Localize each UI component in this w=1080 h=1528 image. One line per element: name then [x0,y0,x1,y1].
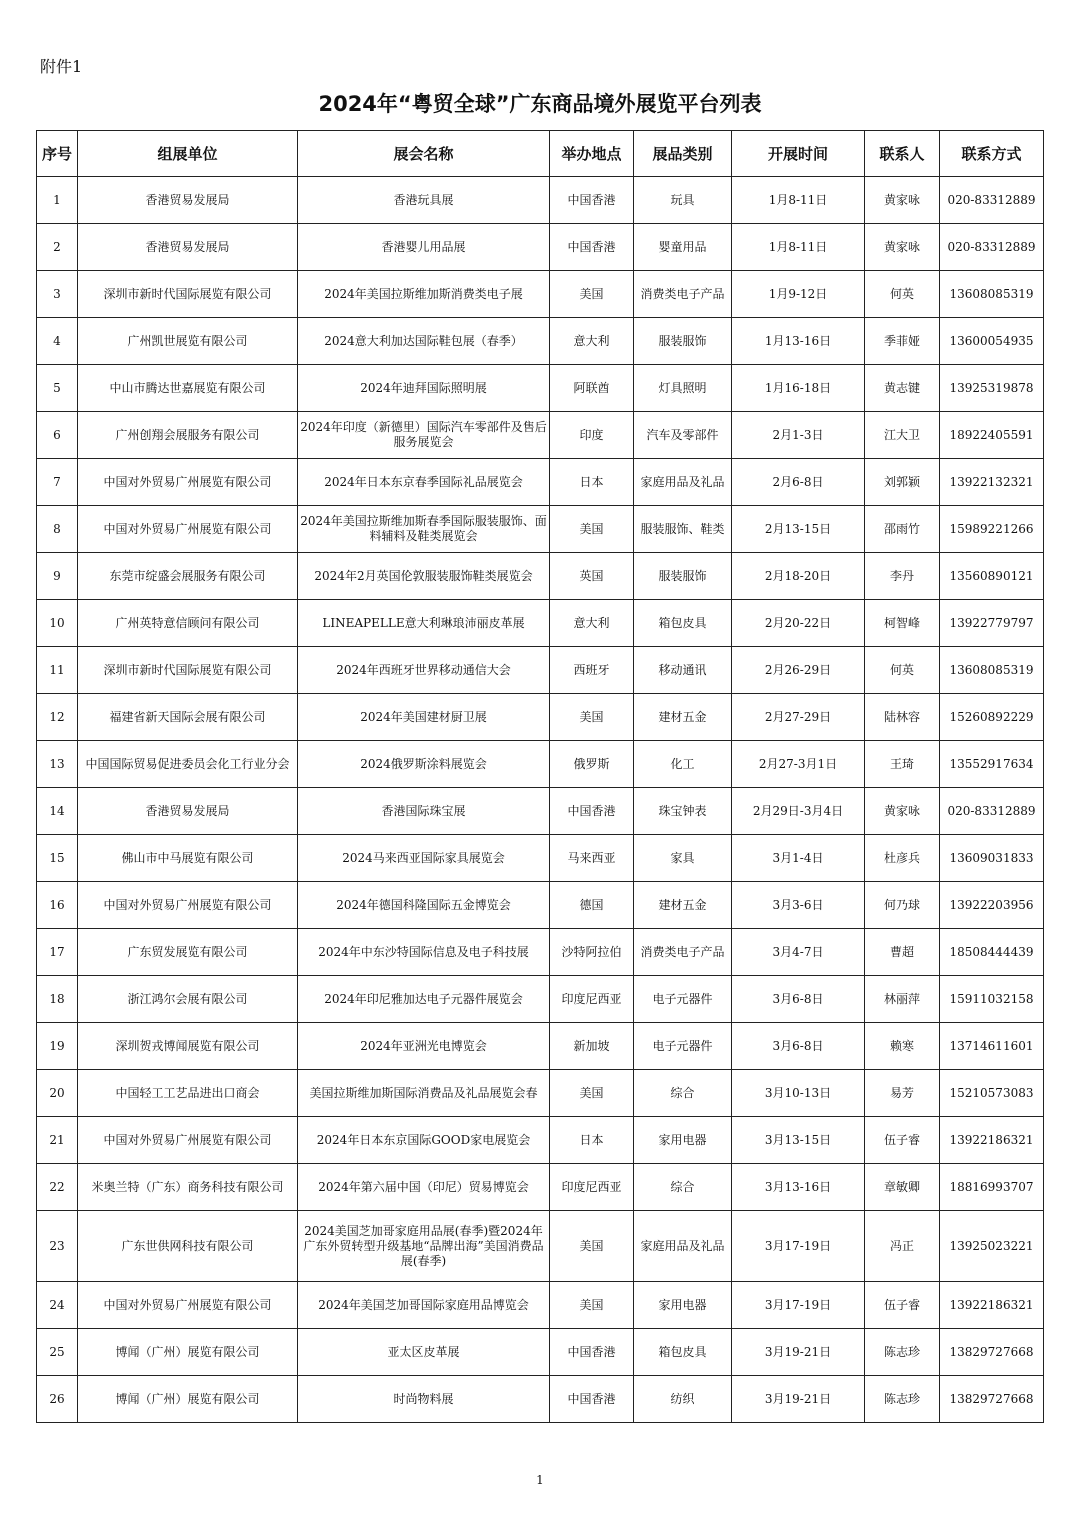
cell-exhibition-name: 2024年印度（新德里）国际汽车零部件及售后服务展览会 [298,412,550,459]
table-row [37,694,1044,741]
table-row [37,1070,1044,1117]
cell-contact-info: 15260892229 [940,694,1044,741]
cell-exhibition-name: 2024年2月英国伦敦服装服饰鞋类展览会 [298,553,550,600]
cell-contact-person: 季菲娅 [865,318,940,365]
cell-exhibition-name: 2024意大利加达国际鞋包展（春季） [298,318,550,365]
cell-contact-person: 何英 [865,647,940,694]
cell-contact-person: 黄家咏 [865,177,940,224]
cell-contact-person: 江大卫 [865,412,940,459]
cell-organizer: 博闻（广州）展览有限公司 [78,1376,298,1423]
cell-date: 3月1-4日 [732,835,865,882]
cell-contact-person: 陈志珍 [865,1376,940,1423]
cell-exhibition-name: 2024年德国科隆国际五金博览会 [298,882,550,929]
cell-date: 3月6-8日 [732,1023,865,1070]
cell-exhibition-name: 2024美国芝加哥家庭用品展(春季)暨2024年广东外贸转型升级基地“品牌出海”美国消费品展(春季) [298,1211,550,1282]
cell-contact-info: 15210573083 [940,1070,1044,1117]
cell-category: 箱包皮具 [634,1329,732,1376]
cell-organizer: 中国轻工工艺品进出口商会 [78,1070,298,1117]
cell-location: 阿联酋 [550,365,634,412]
cell-contact-person: 陈志珍 [865,1329,940,1376]
cell-location: 美国 [550,1211,634,1282]
table-row [37,1164,1044,1211]
cell-organizer: 中国对外贸易广州展览有限公司 [78,1282,298,1329]
cell-exhibition-name: 2024年日本东京春季国际礼品展览会 [298,459,550,506]
cell-date: 2月6-8日 [732,459,865,506]
cell-contact-info: 15911032158 [940,976,1044,1023]
cell-category: 消费类电子产品 [634,929,732,976]
table-row [37,318,1044,365]
cell-index: 9 [37,553,78,600]
exhibition-table [36,130,1044,1423]
cell-contact-person: 黄志键 [865,365,940,412]
cell-contact-info: 020-83312889 [940,177,1044,224]
cell-date: 2月27-3月1日 [732,741,865,788]
cell-exhibition-name: 2024年美国芝加哥国际家庭用品博览会 [298,1282,550,1329]
cell-exhibition-name: 2024年迪拜国际照明展 [298,365,550,412]
table-row [37,1211,1044,1282]
cell-index: 18 [37,976,78,1023]
cell-contact-info: 13552917634 [940,741,1044,788]
cell-contact-person: 曹超 [865,929,940,976]
cell-location: 新加坡 [550,1023,634,1070]
cell-organizer: 中国对外贸易广州展览有限公司 [78,459,298,506]
cell-date: 3月17-19日 [732,1282,865,1329]
cell-location: 沙特阿拉伯 [550,929,634,976]
cell-index: 23 [37,1211,78,1282]
cell-index: 15 [37,835,78,882]
cell-contact-info: 13922203956 [940,882,1044,929]
cell-date: 3月10-13日 [732,1070,865,1117]
cell-organizer: 广州创翔会展服务有限公司 [78,412,298,459]
cell-organizer: 东莞市绽盛会展服务有限公司 [78,553,298,600]
cell-date: 1月8-11日 [732,177,865,224]
cell-exhibition-name: 2024年日本东京国际GOOD家电展览会 [298,1117,550,1164]
table-row [37,741,1044,788]
cell-contact-info: 18816993707 [940,1164,1044,1211]
cell-category: 服装服饰、鞋类 [634,506,732,553]
cell-index: 11 [37,647,78,694]
cell-category: 灯具照明 [634,365,732,412]
cell-exhibition-name: 2024马来西亚国际家具展览会 [298,835,550,882]
cell-contact-person: 何英 [865,271,940,318]
table-row [37,976,1044,1023]
cell-date: 2月13-15日 [732,506,865,553]
cell-location: 印度尼西亚 [550,976,634,1023]
header-date: 开展时间 [732,131,865,177]
table-row [37,600,1044,647]
cell-location: 意大利 [550,318,634,365]
cell-index: 16 [37,882,78,929]
cell-exhibition-name: 2024年中东沙特国际信息及电子科技展 [298,929,550,976]
table-row [37,506,1044,553]
cell-index: 25 [37,1329,78,1376]
cell-date: 3月17-19日 [732,1211,865,1282]
cell-contact-person: 黄家咏 [865,788,940,835]
document-title: 2024年“粤贸全球”广东商品境外展览平台列表 [318,92,762,116]
cell-contact-info: 13600054935 [940,318,1044,365]
cell-contact-info: 13922186321 [940,1117,1044,1164]
table-row [37,788,1044,835]
cell-location: 马来西亚 [550,835,634,882]
cell-organizer: 中国对外贸易广州展览有限公司 [78,882,298,929]
cell-location: 德国 [550,882,634,929]
table-row [37,1329,1044,1376]
page-number: 1 [536,1473,544,1487]
cell-exhibition-name: 时尚物料展 [298,1376,550,1423]
table-row [37,647,1044,694]
cell-category: 建材五金 [634,694,732,741]
cell-index: 24 [37,1282,78,1329]
cell-index: 14 [37,788,78,835]
header-location: 举办地点 [550,131,634,177]
cell-location: 中国香港 [550,177,634,224]
cell-index: 17 [37,929,78,976]
cell-exhibition-name: 2024年亚洲光电博览会 [298,1023,550,1070]
cell-contact-person: 冯正 [865,1211,940,1282]
cell-location: 美国 [550,1070,634,1117]
cell-category: 汽车及零部件 [634,412,732,459]
cell-date: 3月4-7日 [732,929,865,976]
table-row [37,553,1044,600]
cell-index: 22 [37,1164,78,1211]
table-row [37,1117,1044,1164]
cell-exhibition-name: 2024年美国拉斯维加斯消费类电子展 [298,271,550,318]
cell-date: 3月13-16日 [732,1164,865,1211]
cell-organizer: 浙江鸿尔会展有限公司 [78,976,298,1023]
table-row [37,1282,1044,1329]
cell-exhibition-name: 亚太区皮革展 [298,1329,550,1376]
cell-contact-person: 何乃球 [865,882,940,929]
cell-date: 3月19-21日 [732,1376,865,1423]
cell-contact-person: 伍子睿 [865,1117,940,1164]
cell-organizer: 中国对外贸易广州展览有限公司 [78,1117,298,1164]
cell-exhibition-name: 2024年美国建材厨卫展 [298,694,550,741]
cell-index: 3 [37,271,78,318]
cell-date: 3月19-21日 [732,1329,865,1376]
cell-location: 美国 [550,1282,634,1329]
cell-contact-person: 柯智峰 [865,600,940,647]
cell-exhibition-name: 美国拉斯维加斯国际消费品及礼品展览会春 [298,1070,550,1117]
cell-location: 日本 [550,1117,634,1164]
cell-category: 家庭用品及礼品 [634,459,732,506]
cell-date: 2月20-22日 [732,600,865,647]
cell-location: 意大利 [550,600,634,647]
header-index: 序号 [37,131,78,177]
cell-category: 家用电器 [634,1282,732,1329]
cell-exhibition-name: LINEAPELLE意大利琳琅沛丽皮革展 [298,600,550,647]
cell-organizer: 深圳市新时代国际展览有限公司 [78,271,298,318]
cell-category: 箱包皮具 [634,600,732,647]
cell-contact-person: 伍子睿 [865,1282,940,1329]
cell-contact-person: 李丹 [865,553,940,600]
cell-category: 家具 [634,835,732,882]
table-row [37,412,1044,459]
cell-index: 1 [37,177,78,224]
cell-contact-info: 020-83312889 [940,224,1044,271]
cell-contact-person: 易芳 [865,1070,940,1117]
cell-location: 俄罗斯 [550,741,634,788]
cell-category: 综合 [634,1164,732,1211]
cell-index: 4 [37,318,78,365]
cell-organizer: 米奥兰特（广东）商务科技有限公司 [78,1164,298,1211]
cell-contact-person: 王琦 [865,741,940,788]
cell-date: 2月26-29日 [732,647,865,694]
cell-exhibition-name: 2024年西班牙世界移动通信大会 [298,647,550,694]
cell-location: 中国香港 [550,788,634,835]
cell-category: 消费类电子产品 [634,271,732,318]
cell-category: 移动通讯 [634,647,732,694]
cell-location: 印度 [550,412,634,459]
cell-location: 日本 [550,459,634,506]
cell-exhibition-name: 2024年美国拉斯维加斯春季国际服装服饰、面料辅料及鞋类展览会 [298,506,550,553]
cell-contact-person: 杜彦兵 [865,835,940,882]
cell-location: 美国 [550,506,634,553]
cell-date: 1月13-16日 [732,318,865,365]
cell-category: 电子元器件 [634,1023,732,1070]
cell-index: 12 [37,694,78,741]
cell-contact-info: 18508444439 [940,929,1044,976]
cell-location: 英国 [550,553,634,600]
cell-contact-person: 赖寒 [865,1023,940,1070]
table-row [37,882,1044,929]
cell-organizer: 深圳市新时代国际展览有限公司 [78,647,298,694]
table-row [37,224,1044,271]
cell-contact-info: 13922132321 [940,459,1044,506]
cell-index: 26 [37,1376,78,1423]
cell-organizer: 香港贸易发展局 [78,224,298,271]
cell-organizer: 香港贸易发展局 [78,788,298,835]
cell-location: 中国香港 [550,1329,634,1376]
header-exhibition-name: 展会名称 [298,131,550,177]
cell-location: 西班牙 [550,647,634,694]
cell-contact-info: 18922405591 [940,412,1044,459]
cell-contact-person: 林丽萍 [865,976,940,1023]
table-row [37,1376,1044,1423]
table-row [37,177,1044,224]
cell-exhibition-name: 香港国际珠宝展 [298,788,550,835]
header-contact-info: 联系方式 [940,131,1044,177]
cell-category: 综合 [634,1070,732,1117]
cell-contact-person: 邵雨竹 [865,506,940,553]
cell-organizer: 中国国际贸易促进委员会化工行业分会 [78,741,298,788]
cell-date: 2月27-29日 [732,694,865,741]
table-row [37,459,1044,506]
cell-organizer: 中山市腾达世嘉展览有限公司 [78,365,298,412]
cell-contact-info: 13829727668 [940,1329,1044,1376]
cell-date: 2月29日-3月4日 [732,788,865,835]
cell-contact-info: 13922186321 [940,1282,1044,1329]
cell-date: 1月16-18日 [732,365,865,412]
cell-category: 纺织 [634,1376,732,1423]
cell-category: 家用电器 [634,1117,732,1164]
cell-contact-person: 刘郭颖 [865,459,940,506]
cell-organizer: 博闻（广州）展览有限公司 [78,1329,298,1376]
attachment-label: 附件1 [40,57,83,76]
cell-contact-info: 13714611601 [940,1023,1044,1070]
cell-exhibition-name: 香港婴儿用品展 [298,224,550,271]
cell-organizer: 广州英特意信顾问有限公司 [78,600,298,647]
cell-date: 2月1-3日 [732,412,865,459]
cell-index: 19 [37,1023,78,1070]
cell-location: 印度尼西亚 [550,1164,634,1211]
cell-index: 7 [37,459,78,506]
cell-index: 8 [37,506,78,553]
cell-index: 20 [37,1070,78,1117]
cell-contact-info: 13925319878 [940,365,1044,412]
cell-location: 中国香港 [550,224,634,271]
table-header-row [37,131,1044,177]
cell-contact-person: 黄家咏 [865,224,940,271]
cell-location: 美国 [550,694,634,741]
cell-exhibition-name: 2024俄罗斯涂料展览会 [298,741,550,788]
cell-date: 3月13-15日 [732,1117,865,1164]
cell-date: 1月8-11日 [732,224,865,271]
cell-date: 3月6-8日 [732,976,865,1023]
table-row [37,1023,1044,1070]
cell-category: 玩具 [634,177,732,224]
cell-organizer: 广州凯世展览有限公司 [78,318,298,365]
cell-exhibition-name: 2024年印尼雅加达电子元器件展览会 [298,976,550,1023]
cell-index: 10 [37,600,78,647]
cell-category: 服装服饰 [634,318,732,365]
cell-exhibition-name: 2024年第六届中国（印尼）贸易博览会 [298,1164,550,1211]
cell-date: 2月18-20日 [732,553,865,600]
cell-location: 中国香港 [550,1376,634,1423]
cell-contact-info: 13922779797 [940,600,1044,647]
cell-category: 家庭用品及礼品 [634,1211,732,1282]
cell-organizer: 广东贸发展览有限公司 [78,929,298,976]
cell-index: 5 [37,365,78,412]
cell-organizer: 福建省新天国际会展有限公司 [78,694,298,741]
header-organizer: 组展单位 [78,131,298,177]
cell-category: 婴童用品 [634,224,732,271]
table-row [37,929,1044,976]
cell-date: 3月3-6日 [732,882,865,929]
header-category: 展品类别 [634,131,732,177]
table-row [37,365,1044,412]
header-contact-person: 联系人 [865,131,940,177]
cell-contact-info: 13829727668 [940,1376,1044,1423]
cell-index: 2 [37,224,78,271]
table-body [37,177,1044,1423]
cell-contact-person: 陆林容 [865,694,940,741]
cell-category: 珠宝钟表 [634,788,732,835]
cell-organizer: 中国对外贸易广州展览有限公司 [78,506,298,553]
cell-contact-info: 13608085319 [940,647,1044,694]
cell-contact-info: 020-83312889 [940,788,1044,835]
cell-contact-info: 13560890121 [940,553,1044,600]
cell-contact-info: 13609031833 [940,835,1044,882]
cell-category: 电子元器件 [634,976,732,1023]
cell-organizer: 佛山市中马展览有限公司 [78,835,298,882]
cell-date: 1月9-12日 [732,271,865,318]
cell-category: 化工 [634,741,732,788]
cell-location: 美国 [550,271,634,318]
table-row [37,835,1044,882]
cell-organizer: 广东世供网科技有限公司 [78,1211,298,1282]
cell-organizer: 香港贸易发展局 [78,177,298,224]
cell-contact-info: 13608085319 [940,271,1044,318]
cell-index: 21 [37,1117,78,1164]
cell-contact-person: 章敏卿 [865,1164,940,1211]
cell-contact-info: 15989221266 [940,506,1044,553]
table-row [37,271,1044,318]
cell-index: 6 [37,412,78,459]
cell-exhibition-name: 香港玩具展 [298,177,550,224]
cell-category: 建材五金 [634,882,732,929]
cell-category: 服装服饰 [634,553,732,600]
cell-contact-info: 13925023221 [940,1211,1044,1282]
cell-index: 13 [37,741,78,788]
cell-organizer: 深圳贺戎博闻展览有限公司 [78,1023,298,1070]
